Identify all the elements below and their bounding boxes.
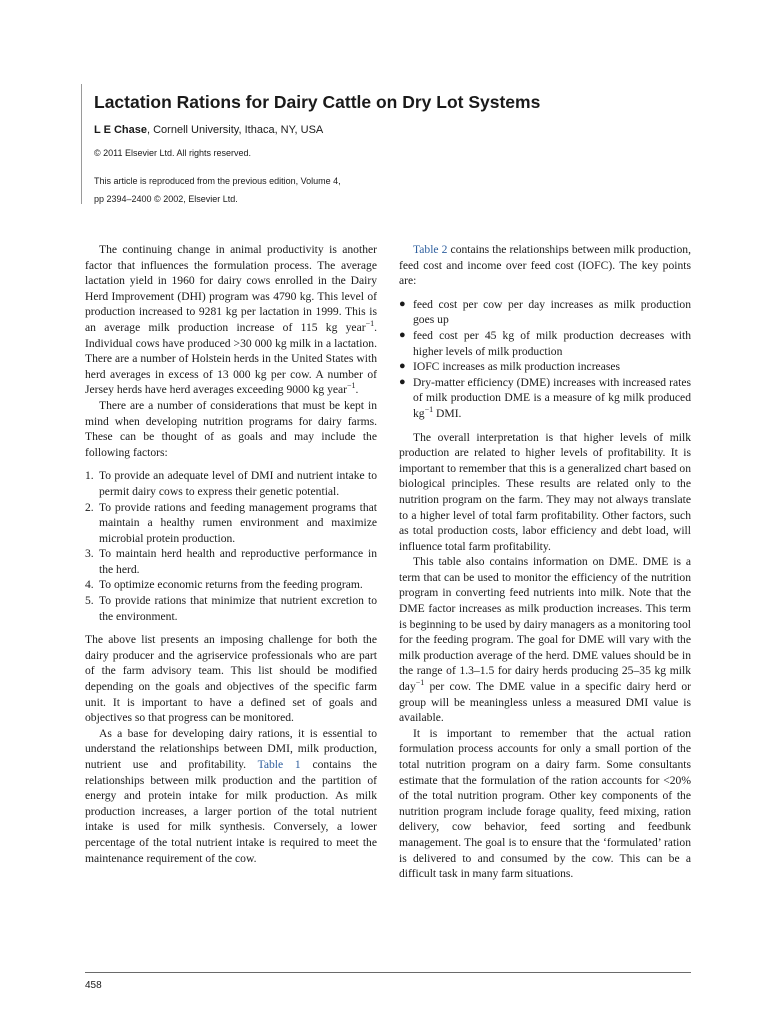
list-number: 2. [85, 500, 94, 514]
text-run: per cow. The DME value in a specific dairy herd or group will be meaningless unless a measured DMI value is available. [399, 680, 691, 725]
list-item [399, 297, 691, 328]
list-text: To provide an adequate level of DMI and nutrient intake to permit dairy cows to express their genetic potential. [99, 469, 377, 498]
list-text: To provide rations and feeding management programs that maintain a healthy rumen environment and maximize microbial protein production. [99, 500, 377, 545]
list-item [85, 593, 377, 624]
superscript: −1 [347, 381, 356, 391]
list-number: 5. [85, 594, 94, 608]
list-item [399, 359, 691, 375]
paragraph [399, 242, 691, 289]
reprint-line-1: This article is reproduced from the previous edition, Volume 4, [94, 176, 341, 186]
bullet-icon: ● [399, 375, 406, 388]
bullet-icon: ● [399, 297, 406, 310]
list-item [85, 500, 377, 547]
text-run: . Individual cows have produced >30 000 kg milk in a lactation. There are a number of Holstein herds in the United States with herd averages in excess of 13 000 kg per cow. A number of Jersey herds have herd averages exceeding 9000 kg year [85, 320, 377, 397]
author-name: L E Chase [94, 124, 147, 136]
paragraph: The overall interpretation is that higher levels of milk production are related to higher levels of profitability. It is important to remember that this is a generalized chart based on biological principles. These results are related only to the nutrition program on the farm. They may not always translate to a higher level of total farm profitability. Other factors, such as total production costs, labor efficiency and debt load, will influence total farm profitability. [399, 430, 691, 553]
list-text: Dry-matter efficiency (DME) increases with increased rates of milk production DME is a measure of kg milk produced kg [413, 375, 691, 420]
list-text: feed cost per 45 kg of milk production decreases with higher levels of milk production [413, 328, 691, 358]
list-text: feed cost per cow per day increases as milk production goes up [413, 297, 691, 327]
footer-divider [85, 972, 691, 973]
text-run: . [355, 383, 359, 397]
list-text: DMI. [433, 406, 462, 420]
list-text: To optimize economic returns from the feeding program. [99, 578, 363, 592]
list-number: 3. [85, 547, 94, 561]
text-run: The continuing change in animal productivity is another factor that influences the formulation process. The average lactation yield in 1960 for dairy cows enrolled in the Dairy Herd Improvement (DHI) program was 4790 kg. This level of production increased to 9281 kg per lactation in 1999. This is an average milk production increase of 115 kg year [85, 243, 377, 334]
page-number: 458 [85, 980, 102, 991]
author-affiliation: , Cornell University, Ithaca, NY, USA [147, 124, 324, 136]
bullet-icon: ● [399, 360, 406, 373]
text-run: contains the relationships between milk production and the partition of energy and protein intake for milk production. As milk production increases, a larger portion of the total nutrient intake is used for milk synthesis. Conversely, a lower percentage of the total nutrient intake is required to meet the maintenance requirement of the cow. [85, 758, 377, 865]
paragraph [85, 242, 377, 398]
paragraph [399, 554, 691, 726]
key-points-list [399, 297, 691, 422]
left-column [85, 242, 377, 866]
article-title: Lactation Rations for Dairy Cattle on Dry Lot Systems [94, 92, 541, 112]
text-run: As a base for developing dairy rations, it is essential to understand the relationships between DMI, milk production, nutrient use and profitability. [85, 726, 377, 771]
article-header [81, 84, 704, 204]
list-item [399, 375, 691, 422]
paragraph: It is important to remember that the actual ration formulation process accounts for only a small portion of the total nutrition program on a dairy farm. Some consultants estimate that the formulation of the ration accounts for <20% of the total nutrition program. Other key components of the nutrition program include forage quality, feed mixing, ration delivery, cow behavior, feed sorting and feedbunk management. The goal is to ensure that the ‘formulated’ ration is delivered to and consumed by the cow. This can be a difficult task in many farm situations. [399, 726, 691, 881]
list-item [85, 546, 377, 577]
list-item [399, 328, 691, 359]
list-text: To maintain herd health and reproductive performance in the herd. [99, 547, 377, 576]
copyright-notice: © 2011 Elsevier Ltd. All rights reserved. [94, 148, 252, 158]
factors-list [85, 468, 377, 624]
text-run: This table also contains information on DME. DME is a term that can be used to monitor the efficiency of the nutrition program in converting feed nutrients into milk. Note that the DME factor increases as milk production increases. This term is beginning to be used by dairy managers as a monitoring tool for the feeding program. The goal for DME will vary with the milk production average of the herd. DME values should be in the range of 1.3–1.5 for dairy herds producing 25–35 kg milk day [399, 555, 691, 694]
list-text: To provide rations that minimize that nutrient excretion to the environment. [99, 594, 377, 623]
reprint-line-2: pp 2394–2400 © 2002, Elsevier Ltd. [94, 194, 238, 204]
superscript: −1 [365, 319, 375, 329]
table-2-link[interactable]: Table 2 [413, 243, 448, 256]
reprint-notice [94, 172, 704, 208]
table-1-link[interactable]: Table 1 [257, 758, 301, 771]
superscript: −1 [424, 405, 434, 415]
paragraph [85, 726, 377, 866]
list-number: 4. [85, 578, 94, 592]
paragraph: There are a number of considerations that must be kept in mind when developing nutrition programs for dairy farms. These can be thought of as goals and may include the following factors: [85, 398, 377, 459]
right-column [399, 242, 691, 882]
list-item [85, 468, 377, 499]
bullet-icon: ● [399, 328, 406, 341]
author-line [94, 123, 704, 137]
paragraph: The above list presents an imposing challenge for both the dairy producer and the agriservice professionals who are part of the farm advisory team. This list should be modified depending on the goals and objectives of the specific farm unit. It is important to have a defined set of goals and objectives so that progress can be monitored. [85, 633, 377, 725]
list-item [85, 577, 377, 593]
list-text: IOFC increases as milk production increases [413, 360, 621, 374]
superscript: −1 [415, 678, 425, 688]
list-number: 1. [85, 469, 94, 483]
text-run: contains the relationships between milk production, feed cost and income over feed cost (IOFC). The key points are: [399, 243, 692, 288]
